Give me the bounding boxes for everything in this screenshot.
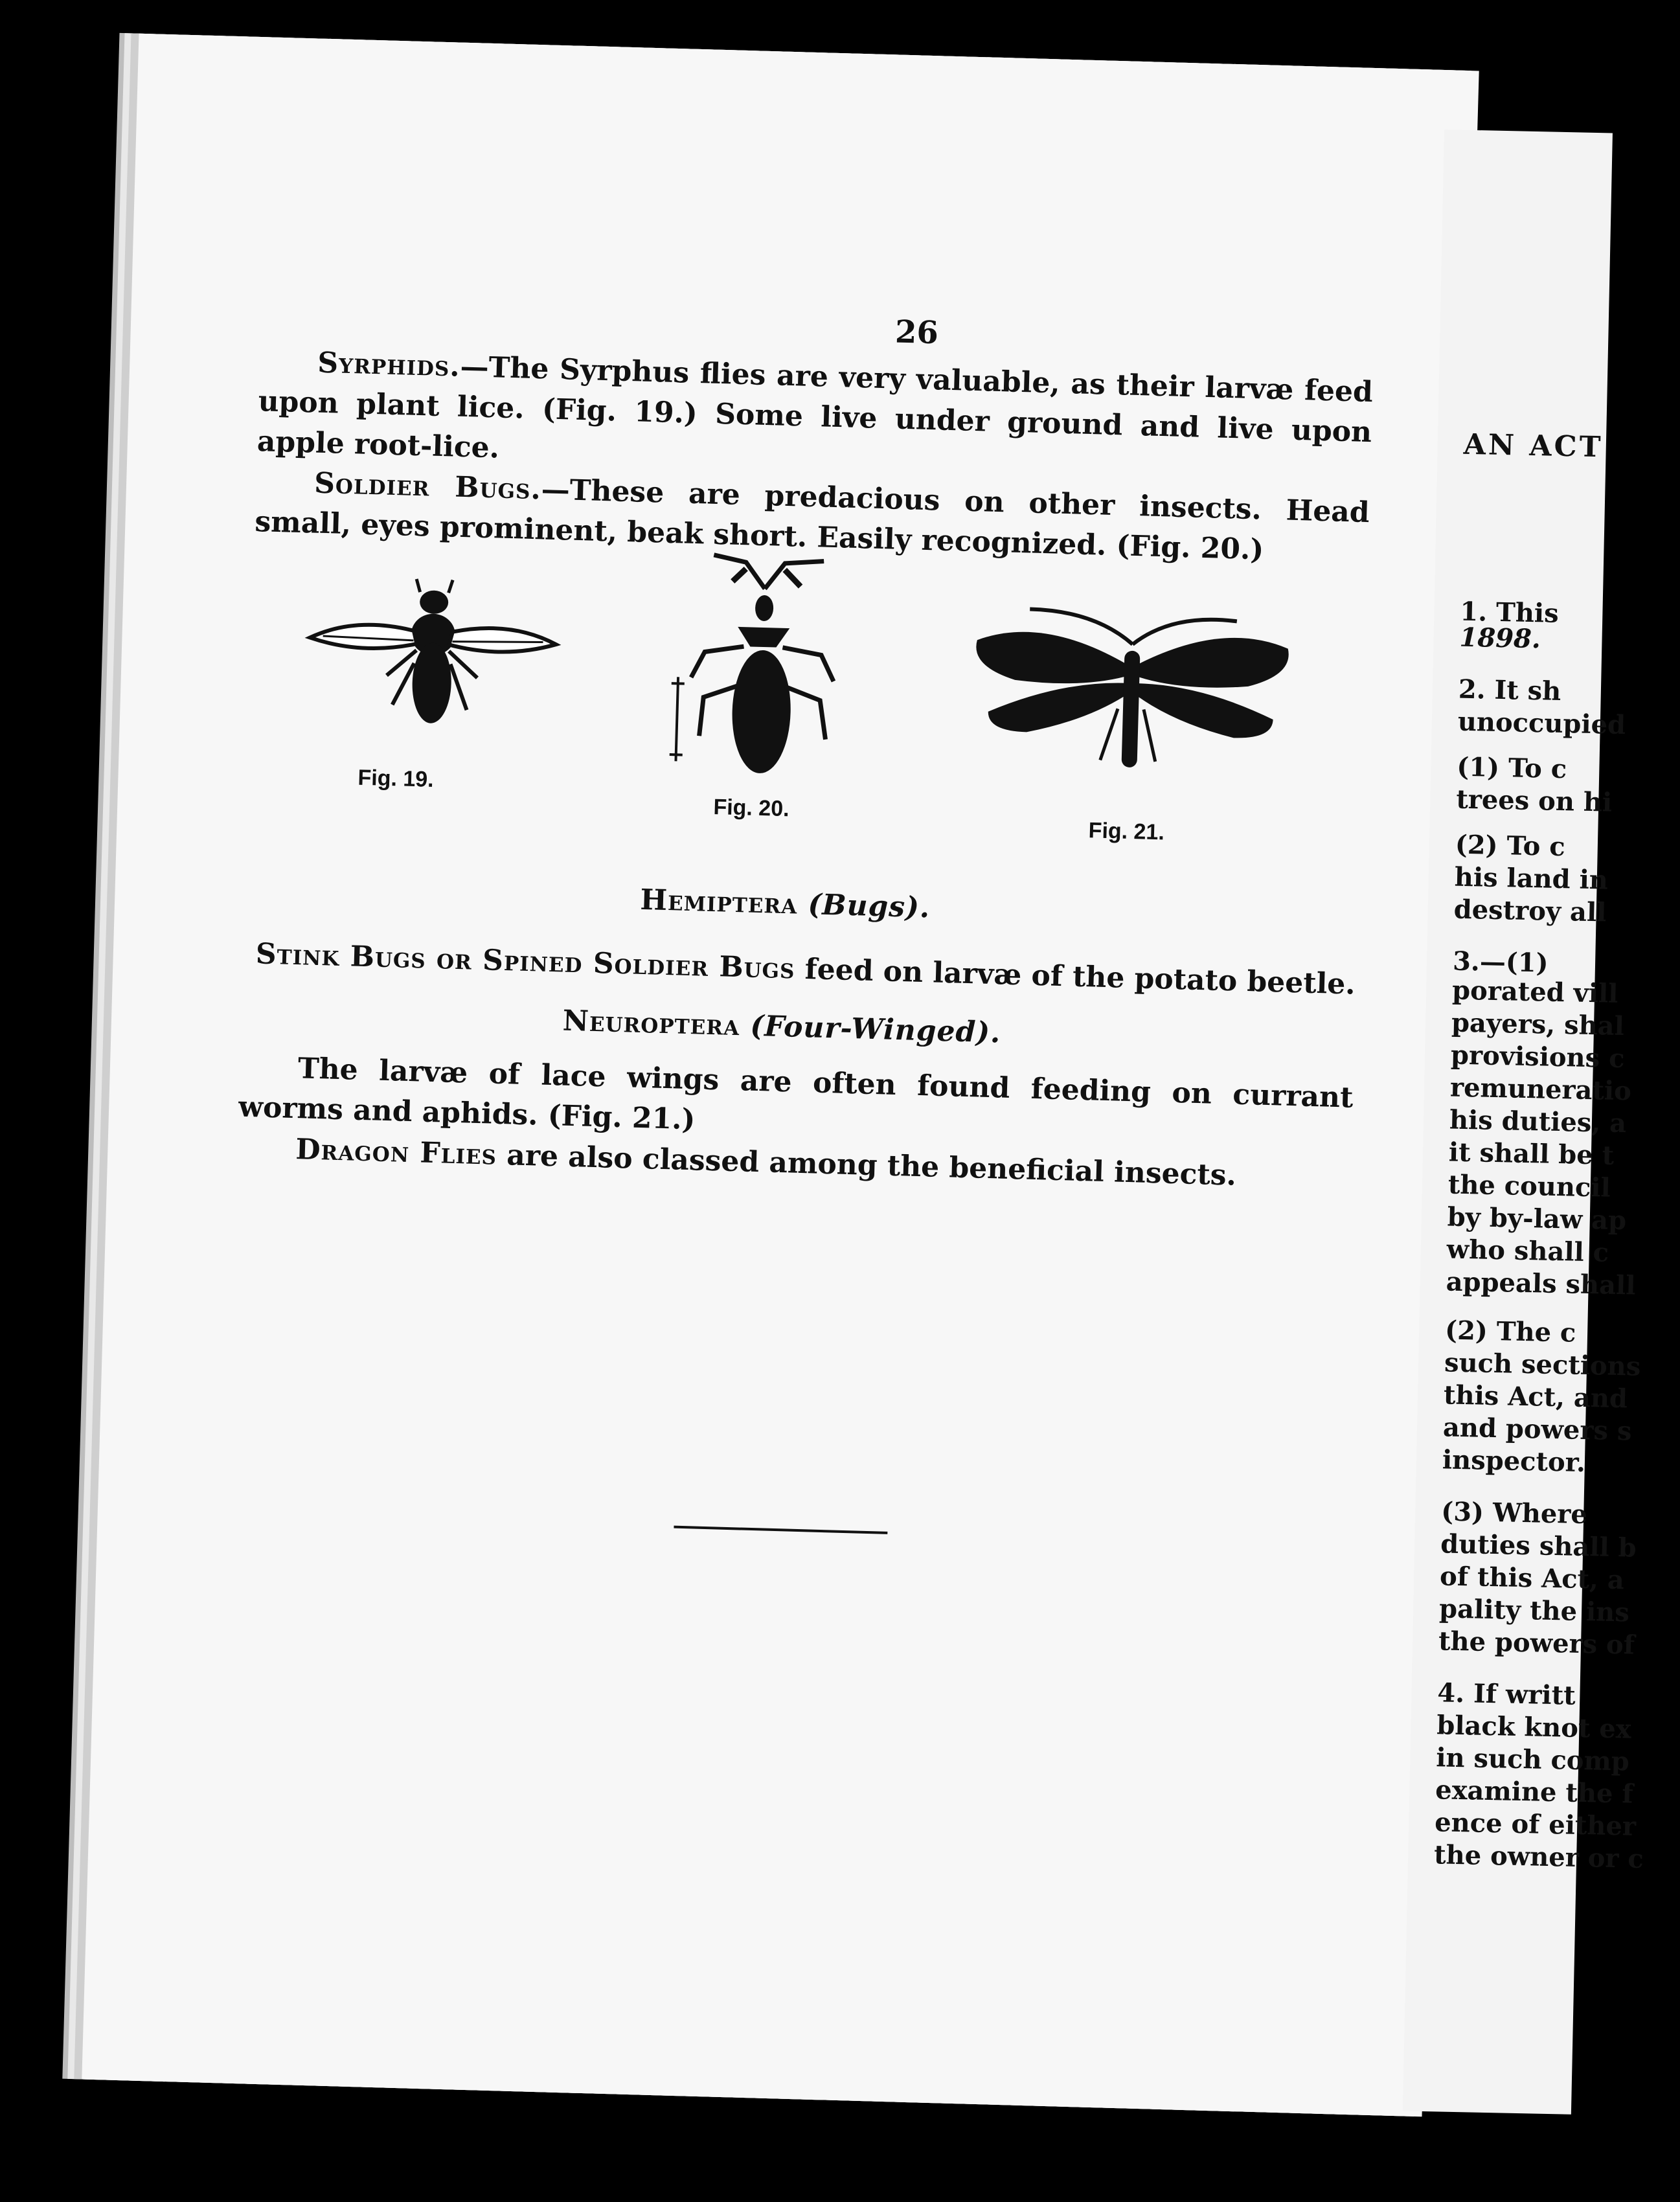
figure-21-caption: Fig. 21. [1088, 818, 1165, 845]
right-page-line: 1898. [1459, 622, 1541, 655]
page-number: 26 [894, 313, 939, 352]
right-page-line: 2. It sh [1458, 674, 1561, 707]
hemiptera-subtitle: (Bugs). [807, 888, 931, 925]
stink-bugs-paragraph [255, 937, 1370, 1001]
hemiptera-title: Hemiptera [639, 883, 799, 921]
right-page-line: (1) To c [1456, 751, 1567, 785]
neuroptera-title: Neuroptera [562, 1004, 740, 1043]
right-page-line: by by-law ap [1447, 1201, 1627, 1236]
right-page-line: (2) The c [1444, 1315, 1576, 1348]
right-page-line: the owner or c [1433, 1839, 1644, 1875]
right-page-line: black knot ex [1436, 1710, 1632, 1745]
lace-wing-icon [960, 601, 1302, 778]
right-page-line: his land in [1454, 861, 1609, 896]
right-page-line: unoccupied [1457, 706, 1626, 741]
right-page-line: 1. This [1459, 596, 1560, 629]
section-divider [674, 1526, 887, 1534]
right-page-line: of this Act, a [1439, 1561, 1625, 1596]
right-page-line: his duties, a [1449, 1104, 1627, 1139]
right-page-line: in such comp [1435, 1742, 1630, 1777]
right-page-line: (3) Where [1440, 1496, 1588, 1530]
soldier-bugs-heading: Soldier Bugs. [313, 466, 542, 506]
right-page-line: examine the f [1435, 1775, 1634, 1810]
soldier-bug-icon [663, 547, 863, 786]
figure-row [297, 550, 1342, 915]
figure-20-caption: Fig. 20. [712, 794, 790, 822]
figure-19-caption: Fig. 19. [358, 765, 435, 792]
right-page-line: appeals shall [1446, 1266, 1636, 1301]
right-page-line: the council [1447, 1169, 1611, 1203]
syrphids-heading: Syrphids. [317, 346, 461, 383]
right-page-title: AN ACT [1463, 427, 1604, 464]
stink-bugs-text: feed on larvæ of the potato beetle. [794, 952, 1356, 1001]
right-page-line: 4. If writt [1436, 1677, 1576, 1711]
right-page-line: it shall be t [1448, 1137, 1615, 1171]
right-page-line: trees on hi [1455, 784, 1613, 818]
figure-19 [301, 576, 564, 792]
dragon-flies-heading: Dragon Flies [295, 1133, 497, 1172]
paragraph-syrphids-soldier-bugs [255, 341, 1374, 573]
right-page-line: duties shall b [1440, 1528, 1637, 1563]
figure-20 [663, 547, 863, 822]
stink-bugs-heading: Stink Bugs or Spined Soldier Bugs [255, 937, 796, 986]
right-page-line: ence of either [1434, 1807, 1637, 1842]
right-page-line: inspector. [1442, 1444, 1586, 1479]
right-page-line: who shall c [1446, 1234, 1609, 1268]
right-page-line: 3.—(1) [1452, 946, 1549, 979]
right-page-line: pality the ins [1438, 1593, 1630, 1628]
right-page-line: such sections [1444, 1347, 1641, 1382]
neuroptera-subtitle: (Four-Winged). [749, 1009, 1002, 1050]
soldier-bugs-text: —These are predacious on other insects. Head small, eyes prominent, beak short. Easily recognized. (Fig. 20.) [254, 473, 1370, 567]
figure-21 [960, 601, 1302, 845]
lace-wings-paragraph: The larvæ of lace wings are often found feeding on currant worms and aphids. (Fig. 21.) [238, 1052, 1354, 1137]
syrphus-fly-icon [301, 576, 564, 751]
syrphids-text: —The Syrphus flies are very valuable, as their larvæ feed upon plant lice. (Fig. 19.) Some live under ground and live upon apple root-lice. [256, 350, 1374, 465]
right-page-line: provisions c [1450, 1039, 1625, 1074]
right-page-line: porated vill [1451, 975, 1618, 1009]
right-page-line: this Act, and [1443, 1379, 1628, 1414]
right-page-line: and powers s [1442, 1412, 1632, 1447]
dragon-flies-text: are also classed among the beneficial insects. [496, 1138, 1237, 1192]
right-page-line: destroy all [1453, 894, 1607, 928]
right-page-line: remuneratio [1449, 1072, 1632, 1107]
right-page-line: (2) To c [1455, 829, 1566, 863]
left-page [82, 34, 1479, 2117]
right-page-line: payers, shal [1451, 1007, 1625, 1042]
right-page-line: the powers of [1438, 1626, 1635, 1661]
